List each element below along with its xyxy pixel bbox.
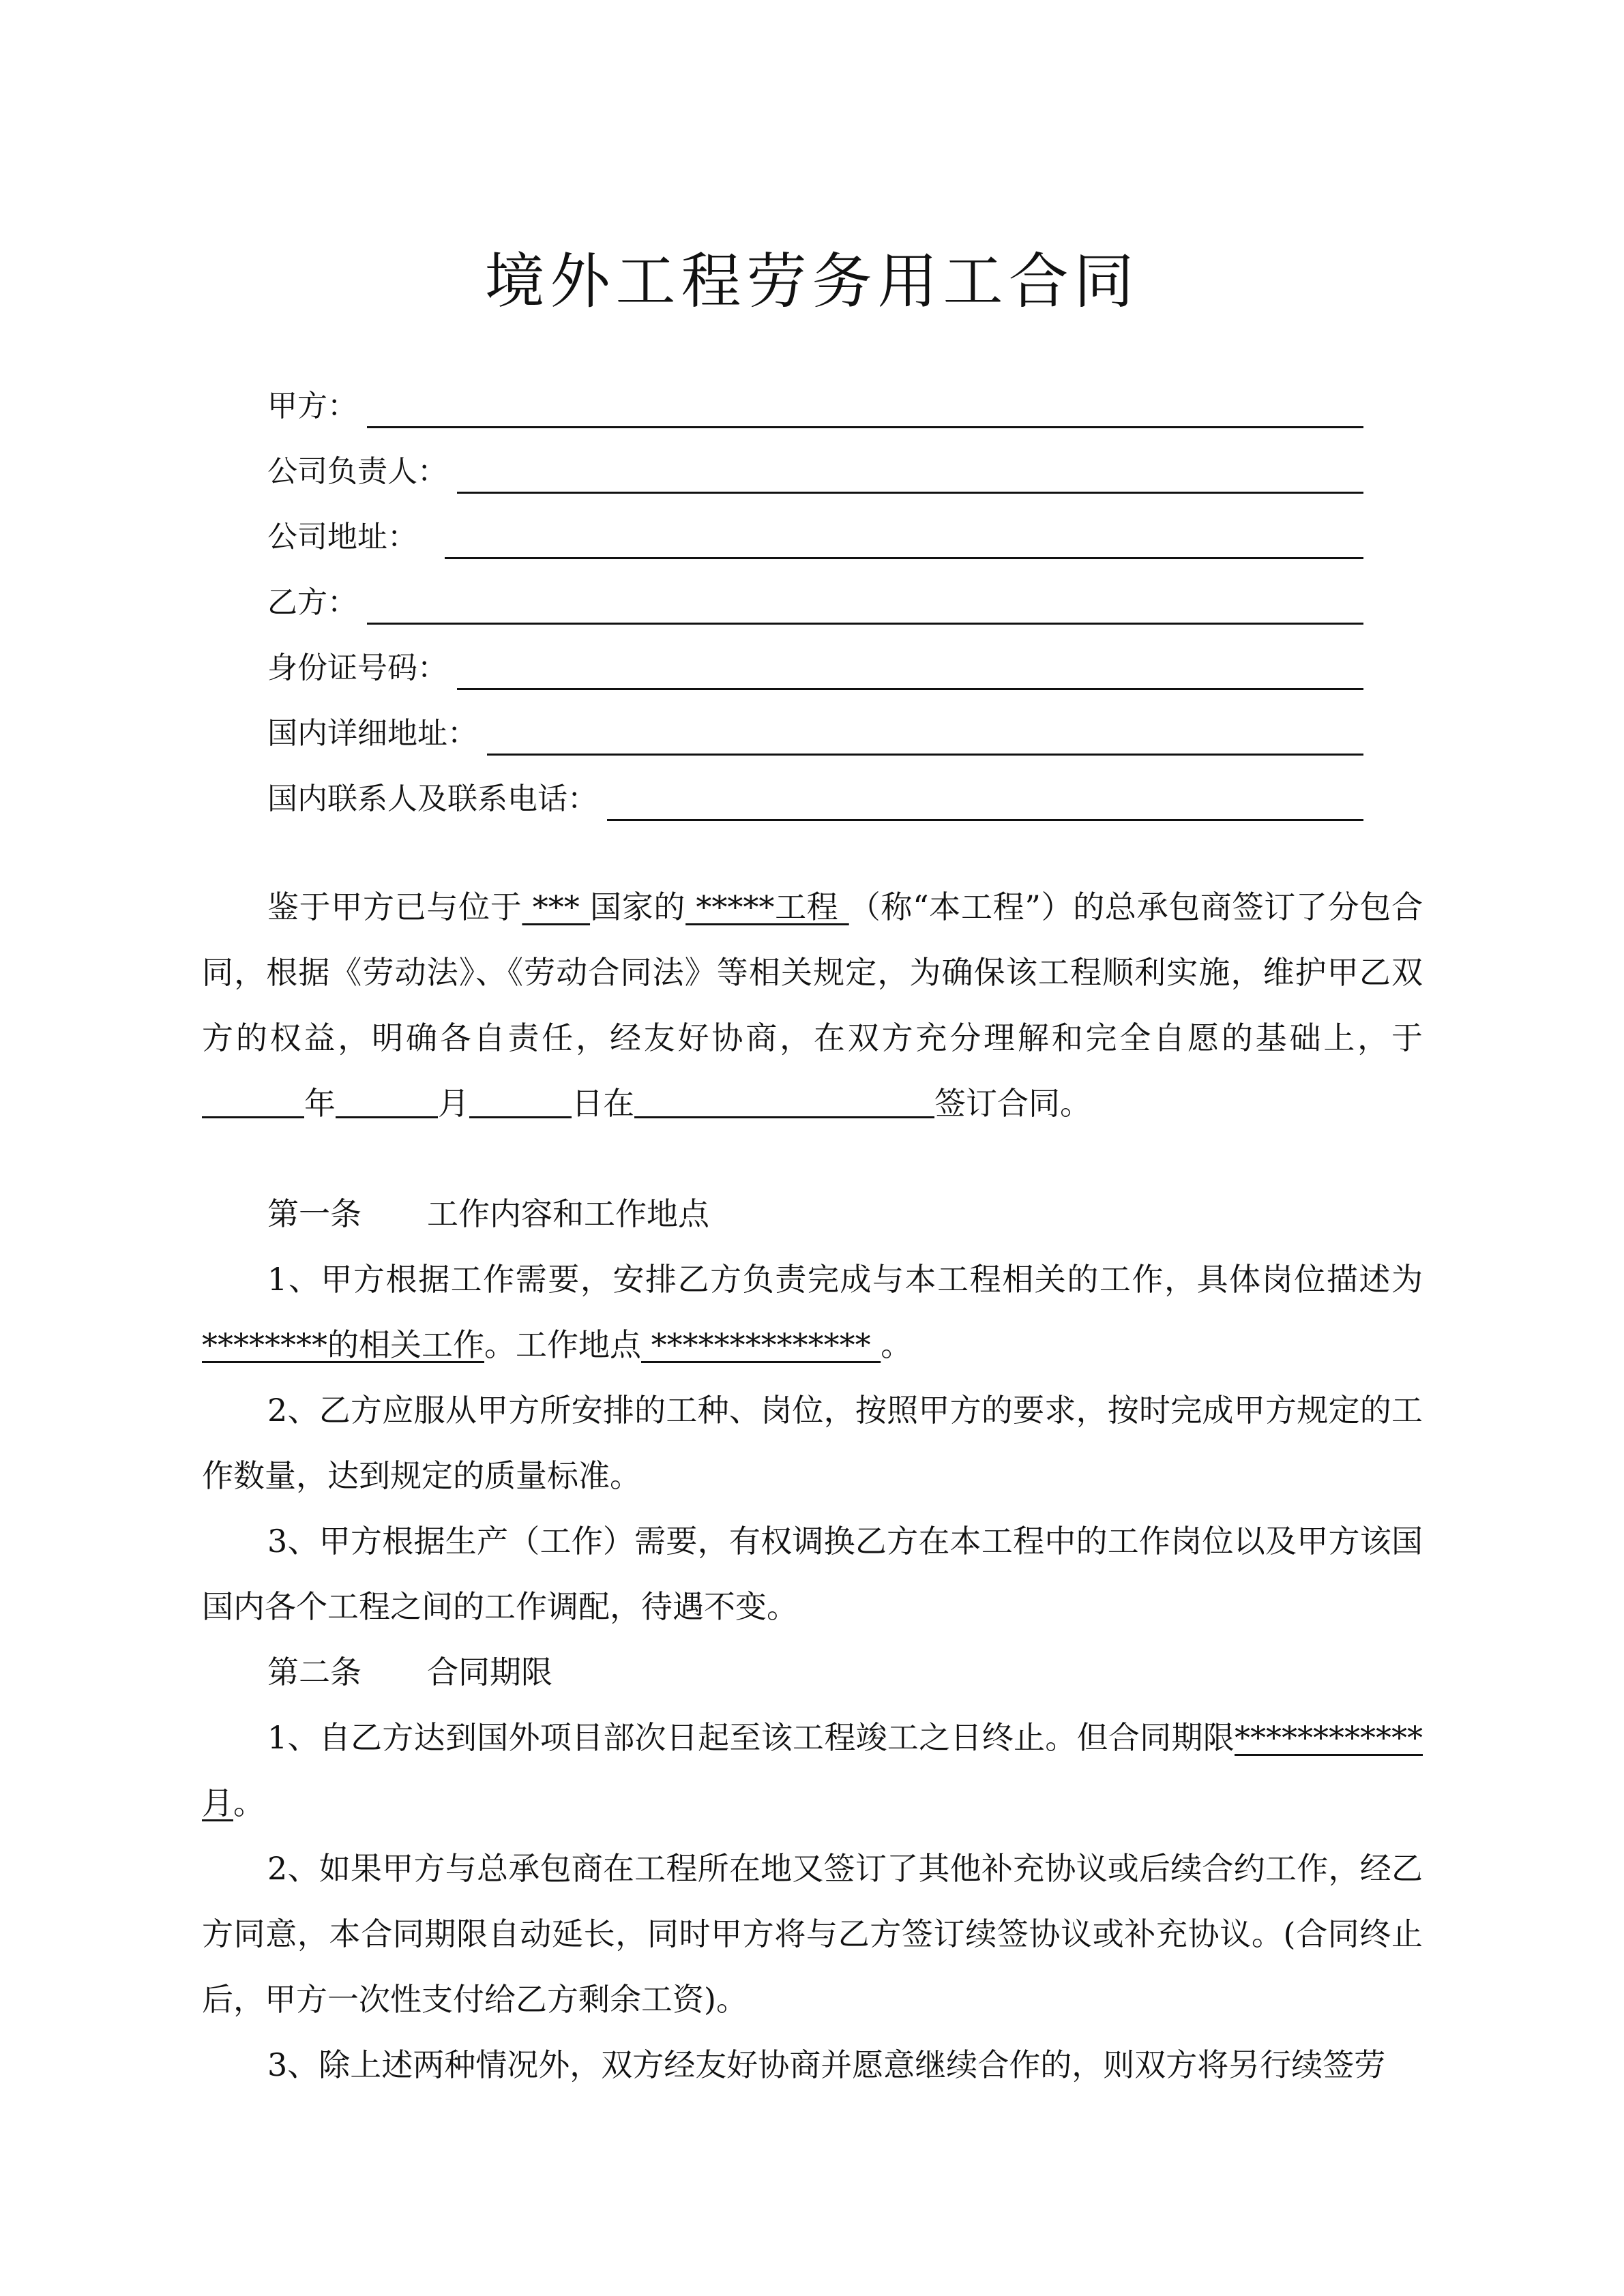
field-label: 公司地址：	[267, 520, 417, 554]
field-domestic-contact	[267, 766, 1363, 821]
field-domestic-address	[267, 701, 1363, 756]
fill-line[interactable]	[367, 584, 1363, 625]
work-place-blank[interactable]: **************	[641, 1326, 881, 1363]
document-title: 境外工程劳务用工合同	[484, 246, 1140, 316]
field-party-a	[267, 374, 1363, 428]
field-label: 乙方：	[267, 585, 357, 620]
field-company-address	[267, 505, 1363, 559]
project-blank[interactable]: *****工程	[685, 889, 849, 925]
field-company-head	[267, 439, 1363, 494]
field-label: 身份证号码：	[267, 651, 447, 685]
year-blank[interactable]	[202, 1089, 304, 1118]
fill-line[interactable]	[487, 715, 1363, 756]
field-label: 甲方：	[267, 389, 357, 423]
day-blank[interactable]	[469, 1089, 572, 1118]
field-id-number	[267, 636, 1363, 690]
article-2-clause-2: 2、如果甲方与总承包商在工程所在地又签订了其他补充协议或后续合约工作，经乙方同意，本合同期限自动延长，同时甲方将与乙方签订续签协议或补充协议。(合同终止后，甲方一次性支付给乙方剩余工资)。	[202, 1850, 1423, 2018]
article-2-heading: 第二条 合同期限	[267, 1654, 552, 1690]
article-2-clause-1: 1、自乙方达到国外项目部次日起至该工程竣工之日终止。但合同期限************月。	[202, 1719, 1423, 1821]
preamble-paragraph: 鉴于甲方已与位于 *** 国家的 *****工程 （称“本工程”）的总承包商签订了分包合同，根据《劳动法》、《劳动合同法》等相关规定，为确保该工程顺利实施，维护甲乙双方的权益，明确各自责任，经友好协商，在双方充分理解和完全自愿的基础上，于年 月 日在 签订合同。	[202, 889, 1423, 1122]
fill-line[interactable]	[457, 453, 1363, 494]
fill-line[interactable]	[367, 388, 1363, 428]
article-1-heading: 第一条 工作内容和工作地点	[267, 1195, 709, 1232]
fill-line[interactable]	[445, 519, 1363, 559]
month-blank[interactable]	[336, 1089, 438, 1118]
country-blank[interactable]: ***	[522, 889, 591, 925]
article-1-clause-1: 1、甲方根据工作需要，安排乙方负责完成与本工程相关的工作，具体岗位描述为********的相关工作。工作地点 ************** 。	[202, 1261, 1423, 1363]
field-label: 国内详细地址：	[267, 716, 477, 751]
field-label: 公司负责人：	[267, 454, 447, 489]
fill-line[interactable]	[457, 650, 1363, 690]
article-1-clause-2: 2、乙方应服从甲方所安排的工种、岗位，按照甲方的要求，按时完成甲方规定的工作数量，达到规定的质量标准。	[202, 1392, 1423, 1494]
duty-blank[interactable]: ********的相关工作	[202, 1326, 484, 1363]
fill-line[interactable]	[607, 781, 1363, 821]
article-1-clause-3: 3、甲方根据生产（工作）需要，有权调换乙方在本工程中的工作岗位以及甲方该国国内各个工程之间的工作调配，待遇不变。	[202, 1523, 1423, 1625]
place-blank[interactable]	[634, 1089, 934, 1118]
field-party-b	[267, 570, 1363, 625]
article-2-clause-3: 3、除上述两种情况外，双方经友好协商并愿意继续合作的，则双方将另行续签劳	[267, 2046, 1386, 2083]
contract-term-blank[interactable]: ************月	[202, 1719, 1423, 1821]
field-label: 国内联系人及联系电话：	[267, 781, 597, 816]
